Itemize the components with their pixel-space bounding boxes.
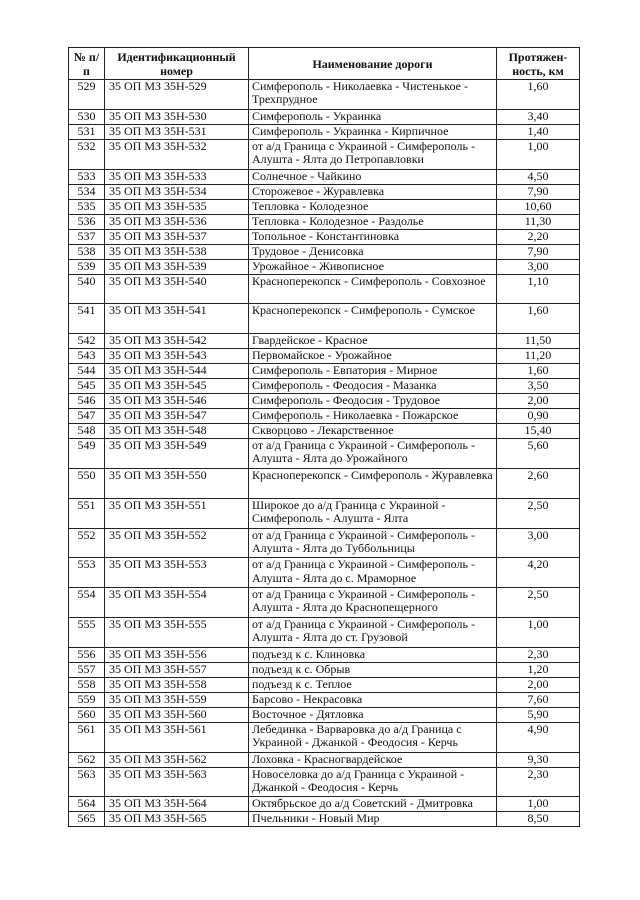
row-length: 1,20 [497,662,580,677]
row-num: 564 [69,797,105,812]
row-length: 4,50 [497,169,580,184]
table-row [69,767,580,797]
row-road-name: Сторожевое - Журавлевка [249,184,497,199]
row-code: 35 ОП МЗ 35Н-536 [105,214,249,229]
row-code: 35 ОП МЗ 35Н-539 [105,259,249,274]
row-code: 35 ОП МЗ 35Н-551 [105,498,249,528]
row-length: 1,00 [497,617,580,647]
table-row [69,109,580,124]
row-num: 540 [69,274,105,304]
row-code: 35 ОП МЗ 35Н-543 [105,349,249,364]
row-num: 559 [69,692,105,707]
row-length: 15,40 [497,424,580,439]
table-row [69,558,580,588]
header-name: Наименование дороги [249,48,497,80]
table-row [69,169,580,184]
row-num: 558 [69,677,105,692]
row-road-name: Первомайское - Урожайное [249,349,497,364]
row-num: 546 [69,394,105,409]
row-road-name: от а/д Граница с Украиной - Симферополь - Алушта - Ялта до Петропавловки [249,139,497,169]
row-num: 541 [69,304,105,334]
row-num: 538 [69,244,105,259]
table-row [69,424,580,439]
row-length: 3,50 [497,379,580,394]
table-row [69,692,580,707]
row-num: 531 [69,124,105,139]
row-length: 3,40 [497,109,580,124]
row-num: 562 [69,752,105,767]
row-code: 35 ОП МЗ 35Н-541 [105,304,249,334]
row-road-name: подъезд к с. Обрыв [249,662,497,677]
row-code: 35 ОП МЗ 35Н-547 [105,409,249,424]
row-road-name: подъезд к с. Клиновка [249,647,497,662]
row-code: 35 ОП МЗ 35Н-556 [105,647,249,662]
row-length: 1,60 [497,304,580,334]
table-row [69,184,580,199]
row-road-name: Лоховка - Красногвардейское [249,752,497,767]
table-row [69,259,580,274]
table-body [69,80,580,827]
row-length: 11,30 [497,214,580,229]
row-road-name: Симферополь - Феодосия - Трудовое [249,394,497,409]
row-num: 533 [69,169,105,184]
row-road-name: Солнечное - Чайкино [249,169,497,184]
header-length: Протяжен-ность, км [497,48,580,80]
table-row [69,617,580,647]
row-length: 2,20 [497,229,580,244]
row-length: 2,00 [497,394,580,409]
row-code: 35 ОП МЗ 35Н-560 [105,707,249,722]
table-row [69,468,580,498]
row-num: 544 [69,364,105,379]
row-num: 543 [69,349,105,364]
row-road-name: Октябрьское до а/д Советский - Дмитровка [249,797,497,812]
row-road-name: Урожайное - Живописное [249,259,497,274]
row-length: 11,20 [497,349,580,364]
row-code: 35 ОП МЗ 35Н-538 [105,244,249,259]
table-row [69,677,580,692]
row-length: 1,40 [497,124,580,139]
table-row [69,244,580,259]
row-code: 35 ОП МЗ 35Н-533 [105,169,249,184]
row-road-name: Симферополь - Николаевка - Чистенькое - Трехпрудное [249,80,497,110]
row-road-name: Лебединка - Варваровка до а/д Граница с Украиной - Джанкой - Феодосия - Керчь [249,722,497,752]
row-code: 35 ОП МЗ 35Н-561 [105,722,249,752]
row-road-name: Барсово - Некрасовка [249,692,497,707]
row-road-name: Скворцово - Лекарственное [249,424,497,439]
row-length: 1,10 [497,274,580,304]
row-num: 535 [69,199,105,214]
table-row [69,707,580,722]
row-code: 35 ОП МЗ 35Н-545 [105,379,249,394]
row-num: 551 [69,498,105,528]
row-num: 529 [69,80,105,110]
row-length: 2,30 [497,767,580,797]
row-road-name: Тепловка - Колодезное [249,199,497,214]
row-road-name: подъезд к с. Теплое [249,677,497,692]
table-row [69,409,580,424]
row-length: 8,50 [497,812,580,827]
row-num: 552 [69,528,105,558]
row-road-name: Симферополь - Евпатория - Мирное [249,364,497,379]
row-code: 35 ОП МЗ 35Н-550 [105,468,249,498]
row-road-name: Красноперекопск - Симферополь - Сумское [249,304,497,334]
table-row [69,80,580,110]
row-code: 35 ОП МЗ 35Н-558 [105,677,249,692]
row-road-name: от а/д Граница с Украиной - Симферополь - Алушта - Ялта до Краснопещерного [249,588,497,618]
row-num: 550 [69,468,105,498]
row-num: 545 [69,379,105,394]
row-code: 35 ОП МЗ 35Н-532 [105,139,249,169]
row-road-name: Симферополь - Николаевка - Пожарское [249,409,497,424]
row-code: 35 ОП МЗ 35Н-559 [105,692,249,707]
row-code: 35 ОП МЗ 35Н-542 [105,334,249,349]
table-row [69,274,580,304]
row-length: 5,90 [497,707,580,722]
row-road-name: Симферополь - Украинка - Кирпичное [249,124,497,139]
table-row [69,199,580,214]
table-row [69,334,580,349]
row-road-name: от а/д Граница с Украиной - Симферополь - Алушта - Ялта до ст. Грузовой [249,617,497,647]
row-num: 539 [69,259,105,274]
table-row [69,379,580,394]
row-length: 10,60 [497,199,580,214]
row-road-name: Красноперекопск - Симферополь - Совхозное [249,274,497,304]
row-num: 549 [69,439,105,469]
row-code: 35 ОП МЗ 35Н-562 [105,752,249,767]
row-code: 35 ОП МЗ 35Н-552 [105,528,249,558]
row-length: 7,60 [497,692,580,707]
row-road-name: Симферополь - Украинка [249,109,497,124]
row-length: 4,20 [497,558,580,588]
row-num: 554 [69,588,105,618]
row-length: 1,00 [497,797,580,812]
row-code: 35 ОП МЗ 35Н-529 [105,80,249,110]
row-code: 35 ОП МЗ 35Н-535 [105,199,249,214]
row-num: 561 [69,722,105,752]
row-code: 35 ОП МЗ 35Н-544 [105,364,249,379]
row-code: 35 ОП МЗ 35Н-557 [105,662,249,677]
row-road-name: Тепловка - Колодезное - Раздолье [249,214,497,229]
row-road-name: Гвардейское - Красное [249,334,497,349]
row-length: 7,90 [497,184,580,199]
row-length: 4,90 [497,722,580,752]
row-length: 1,60 [497,80,580,110]
table-row [69,752,580,767]
row-road-name: Новоселовка до а/д Граница с Украиной - Джанкой - Феодосия - Керчь [249,767,497,797]
table-row [69,349,580,364]
row-code: 35 ОП МЗ 35Н-563 [105,767,249,797]
row-num: 532 [69,139,105,169]
row-length: 1,60 [497,364,580,379]
row-code: 35 ОП МЗ 35Н-534 [105,184,249,199]
row-length: 3,00 [497,259,580,274]
row-road-name: Восточное - Дятловка [249,707,497,722]
row-num: 542 [69,334,105,349]
row-num: 537 [69,229,105,244]
row-code: 35 ОП МЗ 35Н-564 [105,797,249,812]
table-row [69,139,580,169]
row-num: 565 [69,812,105,827]
row-road-name: Красноперекопск - Симферополь - Журавлевка [249,468,497,498]
row-code: 35 ОП МЗ 35Н-565 [105,812,249,827]
row-code: 35 ОП МЗ 35Н-554 [105,588,249,618]
row-length: 2,00 [497,677,580,692]
table-row [69,214,580,229]
row-length: 7,90 [497,244,580,259]
row-road-name: Пчельники - Новый Мир [249,812,497,827]
table-header-row [69,48,580,80]
row-length: 2,30 [497,647,580,662]
row-num: 563 [69,767,105,797]
table-row [69,797,580,812]
header-num: № п/п [69,48,105,80]
row-length: 2,60 [497,468,580,498]
row-road-name: Симферополь - Феодосия - Мазанка [249,379,497,394]
row-length: 1,00 [497,139,580,169]
table-row [69,812,580,827]
table-row [69,394,580,409]
table-row [69,528,580,558]
row-length: 3,00 [497,528,580,558]
row-code: 35 ОП МЗ 35Н-555 [105,617,249,647]
row-num: 557 [69,662,105,677]
table-row [69,364,580,379]
roads-table [68,47,580,827]
row-num: 547 [69,409,105,424]
row-num: 556 [69,647,105,662]
row-code: 35 ОП МЗ 35Н-553 [105,558,249,588]
row-code: 35 ОП МЗ 35Н-548 [105,424,249,439]
row-code: 35 ОП МЗ 35Н-546 [105,394,249,409]
table-row [69,662,580,677]
table-row [69,439,580,469]
row-road-name: от а/д Граница с Украиной - Симферополь - Алушта - Ялта до Туббольницы [249,528,497,558]
row-num: 530 [69,109,105,124]
table-row [69,722,580,752]
row-code: 35 ОП МЗ 35Н-531 [105,124,249,139]
header-code: Идентификационный номер [105,48,249,80]
table-row [69,498,580,528]
row-length: 5,60 [497,439,580,469]
row-num: 555 [69,617,105,647]
row-road-name: от а/д Граница с Украиной - Симферополь - Алушта - Ялта до с. Мраморное [249,558,497,588]
row-code: 35 ОП МЗ 35Н-540 [105,274,249,304]
row-road-name: от а/д Граница с Украиной - Симферополь - Алушта - Ялта до Урожайного [249,439,497,469]
row-num: 534 [69,184,105,199]
row-road-name: Топольное - Константиновка [249,229,497,244]
table-row [69,304,580,334]
row-road-name: Трудовое - Денисовка [249,244,497,259]
row-length: 2,50 [497,498,580,528]
row-code: 35 ОП МЗ 35Н-549 [105,439,249,469]
row-length: 2,50 [497,588,580,618]
row-num: 560 [69,707,105,722]
table-row [69,229,580,244]
row-length: 11,50 [497,334,580,349]
row-code: 35 ОП МЗ 35Н-537 [105,229,249,244]
table-row [69,647,580,662]
table-row [69,124,580,139]
row-road-name: Широкое до а/д Граница с Украиной - Симферополь - Алушта - Ялта [249,498,497,528]
row-num: 536 [69,214,105,229]
table-row [69,588,580,618]
row-code: 35 ОП МЗ 35Н-530 [105,109,249,124]
row-num: 548 [69,424,105,439]
row-length: 9,30 [497,752,580,767]
row-num: 553 [69,558,105,588]
row-length: 0,90 [497,409,580,424]
